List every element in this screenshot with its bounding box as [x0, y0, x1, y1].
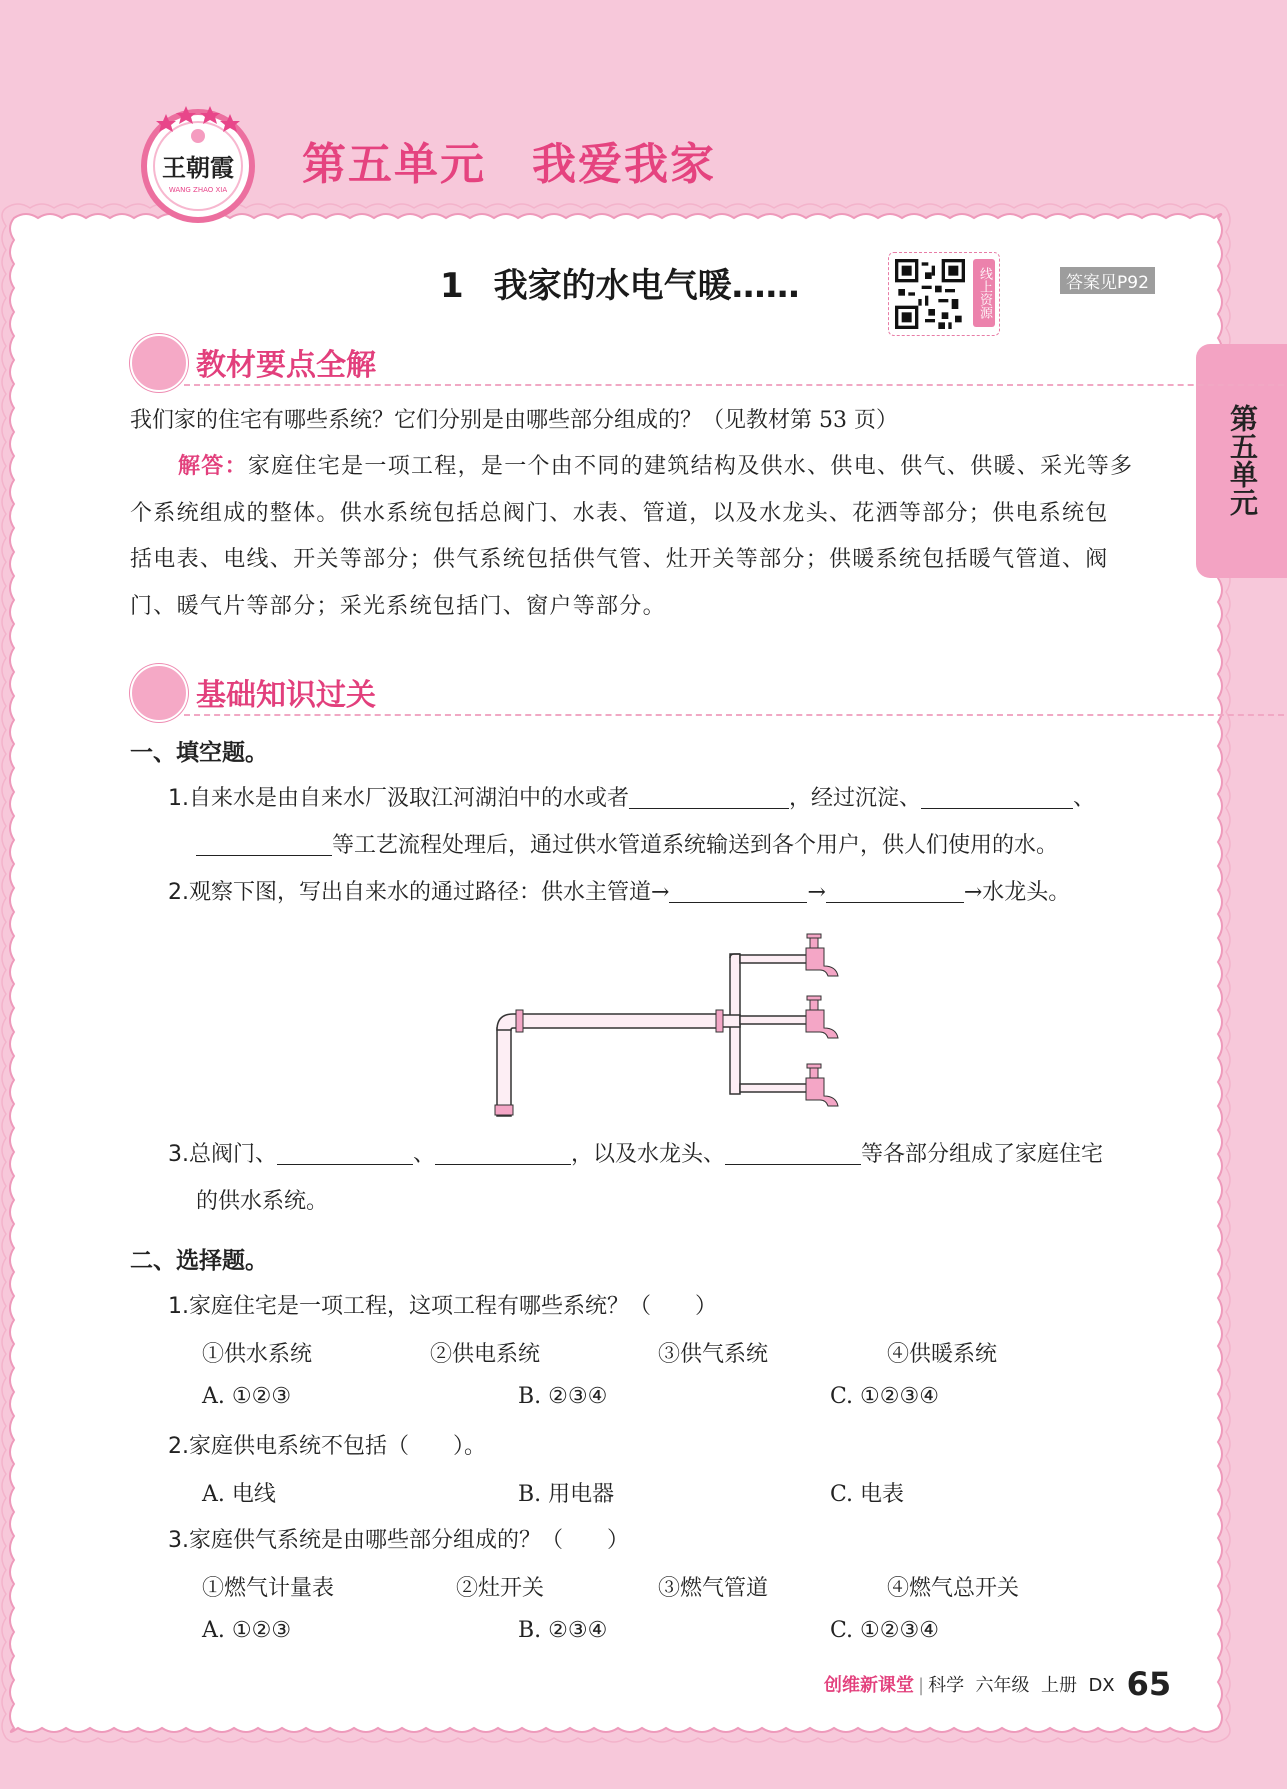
section-divider — [184, 384, 1284, 386]
fill-question-3-line-1: 3.总阀门、 、 ，以及水龙头、 等各部分组成了家庭住宅 — [168, 1132, 1103, 1178]
section-divider — [184, 714, 1284, 716]
footer-subject: 科学 — [928, 1675, 965, 1696]
part-choice-title: 二、选择题。 — [130, 1248, 268, 1274]
answer-blank[interactable] — [277, 1138, 413, 1165]
footer-edition: DX — [1088, 1675, 1115, 1696]
logo-slogan: WANG ZHAO XIA — [168, 186, 228, 194]
fill-question-1-line-1: 1.自来水是由自来水厂汲取江河湖泊中的水或者 ，经过沉淀、 、 — [168, 776, 1095, 822]
choice-question-1: 1.家庭住宅是一项工程，这项工程有哪些系统？（ ） — [168, 1294, 718, 1319]
answer-blank[interactable] — [826, 876, 964, 903]
answer-label: 解答： — [178, 454, 248, 479]
lesson-title — [440, 258, 800, 307]
option-item: ②供电系统 — [430, 1342, 541, 1367]
footer-grade: 六年级 — [975, 1675, 1030, 1696]
page-footer: 创维新课堂 | 科学 六年级 上册 DX 65 — [824, 1665, 1172, 1703]
choice-c[interactable]: C. ①②③④ — [830, 1618, 939, 1643]
fill-question-1-line-2: 等工艺流程处理后，通过供水管道系统输送到各个用户，供人们使用的水。 — [196, 823, 1058, 869]
choice-c[interactable]: C. 电表 — [830, 1482, 905, 1507]
option-item: ②灶开关 — [456, 1576, 545, 1601]
answer-blank[interactable] — [629, 782, 789, 809]
choice-a[interactable]: A. 电线 — [202, 1482, 276, 1507]
qr-code-icon[interactable] — [895, 259, 965, 329]
choice-b[interactable]: B. 用电器 — [518, 1482, 615, 1507]
faucet-icon — [806, 996, 838, 1038]
footer-brand: 创维新课堂 — [824, 1675, 914, 1696]
page-number: 65 — [1126, 1665, 1172, 1703]
choice-question-3: 3.家庭供气系统是由哪些部分组成的？（ ） — [168, 1528, 630, 1553]
answer-line-4: 门、暖气片等部分；采光系统包括门、窗户等部分。 — [130, 594, 666, 619]
faucet-icon — [806, 934, 838, 976]
qr-label: 线上资源 — [973, 259, 995, 327]
answer-blank[interactable] — [725, 1138, 861, 1165]
brand-logo — [136, 100, 260, 224]
side-tab-label: 第五单元 — [1226, 404, 1259, 516]
option-item: ③供气系统 — [658, 1342, 769, 1367]
answer-blank[interactable] — [921, 782, 1073, 809]
lesson-number: 1 — [440, 266, 464, 306]
choice-b[interactable]: B. ②③④ — [518, 1618, 608, 1643]
choice-a[interactable]: A. ①②③ — [202, 1384, 292, 1409]
option-item: ④供暖系统 — [887, 1342, 998, 1367]
part-fill-blank-title: 一、填空题。 — [130, 740, 268, 766]
choice-a[interactable]: A. ①②③ — [202, 1618, 292, 1643]
textbook-question: 我们家的住宅有哪些系统？它们分别是由哪些部分组成的？（见教材第 53 页） — [130, 408, 898, 433]
fill-question-2: 2.观察下图，写出自来水的通过路径：供水主管道→ → →水龙头。 — [168, 870, 1070, 916]
water-pipe-diagram — [480, 918, 860, 1123]
answer-line-2: 个系统组成的整体。供水系统包括总阀门、水表、管道，以及水龙头、花洒等部分；供电系统包 — [130, 501, 1109, 526]
option-item: ④燃气总开关 — [887, 1576, 1020, 1601]
section-title: 教材要点全解 — [196, 348, 376, 383]
qr-resource-card[interactable] — [888, 252, 1000, 336]
lesson-title-text: 我家的水电气暖…… — [493, 266, 800, 306]
fill-question-3-line-2: 的供水系统。 — [196, 1189, 329, 1214]
faucet-icon — [806, 1064, 838, 1106]
unit-side-tab — [1196, 344, 1287, 578]
student-avatar-icon — [130, 334, 188, 392]
choice-b[interactable]: B. ②③④ — [518, 1384, 608, 1409]
section-title: 基础知识过关 — [196, 678, 376, 713]
answer-line-3: 括电表、电线、开关等部分；供气系统包括供气管、灶开关等部分；供暖系统包括暖气管道、阀 — [130, 547, 1109, 572]
answer-blank[interactable] — [669, 876, 807, 903]
answer-line-1: 解答：家庭住宅是一项工程，是一个由不同的建筑结构及供水、供电、供气、供暖、采光等多 — [178, 454, 1134, 479]
footer-volume: 上册 — [1040, 1675, 1077, 1696]
option-item: ③燃气管道 — [658, 1576, 769, 1601]
option-item: ①燃气计量表 — [202, 1576, 335, 1601]
answer-blank[interactable] — [435, 1138, 571, 1165]
unit-title: 第五单元 我爱我家 — [302, 139, 716, 190]
choice-question-2: 2.家庭供电系统不包括（ ）。 — [168, 1434, 487, 1459]
option-item: ①供水系统 — [202, 1342, 313, 1367]
student-avatar-icon — [130, 664, 188, 722]
answer-reference: 答案见P92 — [1060, 267, 1155, 294]
choice-c[interactable]: C. ①②③④ — [830, 1384, 939, 1409]
logo-name: 王朝霞 — [162, 153, 234, 182]
answer-blank[interactable] — [196, 829, 332, 856]
